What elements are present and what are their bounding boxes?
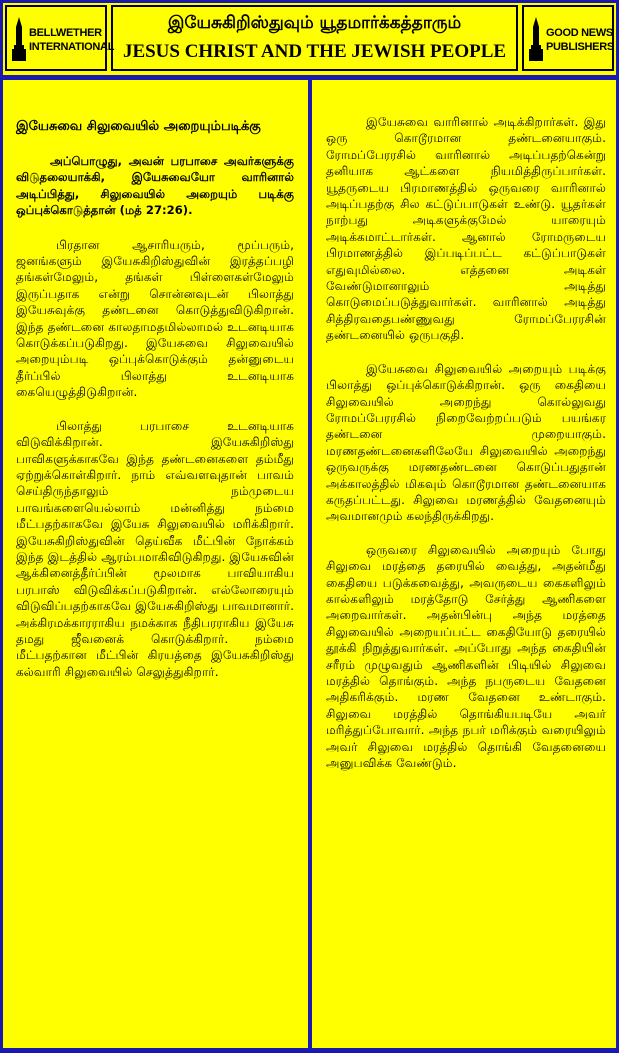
left-paragraph-2: பிலாத்து பரபாசை உடனடியாக விடுவிக்கிறான். இயேசுகிறிஸ்து பாவிகளுக்காகவே இந்த தண்டனைகளை தம்மீது ஏற்றுக்கொள்கிறார். நாம் எவ்வளவுதான் பாவம் செய்திருந்தாலும் நம்முடைய பாவங்களையெல்லாம் மன்னித்து நம்மை மீட்பதற்காகவே இயேசு சிலுவையில் மரிக்கிறார். இயேசுகிறிஸ்துவின் தெய்வீக மீட்பின் நோக்கம் இந்த இடத்தில் ஆரம்பமாகிவிடுகிறது. இயேசுவின் ஆக்கினைத்தீர்ப்பின் மூலமாக பாவியாகிய பரபாஸ் விடுவிக்கப்படுகிறான். எல்லோரையும் விடுவிப்பதற்காகவே இயேசுகிறிஸ்து பாவமானார். அக்கிரமக்காரராகிய நமக்காக நீதிபரராகிய இயேசு தமது ஜீவனைக் கொடுக்கிறார். நம்மை மீட்பதற்கான மீட்பின் கிரயத்தை இயேசுகிறிஸ்து கல்வாரி சிலுவையில் செலுத்துகிறார். bbox=[16, 418, 294, 679]
bell-tower-icon bbox=[11, 17, 27, 61]
page-title-english: JESUS CHRIST AND THE JEWISH PEOPLE bbox=[122, 41, 507, 62]
right-column bbox=[312, 80, 616, 1048]
bible-verse: அப்பொழுது, அவன் பரபாசை அவர்களுக்கு விடுதலையாக்கி, இயேசுவையோ வாரினால் அடிப்பித்து, சிலுவையில் அறையும் படிக்கு ஒப்புக்கொடுத்தான் (மத் 27:26). bbox=[16, 154, 294, 218]
publisher-logo-right bbox=[522, 5, 614, 71]
logo-right-line1: GOOD NEWS bbox=[546, 27, 613, 39]
left-column bbox=[3, 80, 308, 1048]
right-paragraph-2: இயேசுவை சிலுவையில் அறையும் படிக்கு பிலாத்து ஒப்புக்கொடுக்கிறான். ஒரு கைதியை சிலுவையில் அறைந்து கொல்லுவது ரோமப்பேரரசில் நிறைவேற்றப்படும் பயங்கர தண்டனை முறையாகும். மரணதண்டனைகளிலேயே சிலுவையில் அறைந்து ஒருவருக்கு மரணதண்டனை கொடுப்பதுதான் அக்காலத்தில் மிகவும் கொடூரமான தண்டனையாக கருதப்பட்டது. சிலுவை மரணத்தில் வேதனையும் அவமானமும் கலந்திருக்கிறது. bbox=[326, 361, 606, 524]
title-box bbox=[111, 5, 518, 71]
bell-tower-icon bbox=[528, 17, 544, 61]
header-banner bbox=[3, 3, 616, 75]
logo-left-line2: INTERNATIONAL bbox=[29, 41, 115, 53]
logo-left-line1: BELLWETHER bbox=[29, 27, 102, 39]
logo-text-right bbox=[546, 26, 614, 54]
left-paragraph-1: பிரதான ஆசாரியரும், மூப்பரும், ஜனங்களும் இயேசுகிறிஸ்துவின் இரத்தப்பழி தங்கள்மேலும், தங்கள் பிள்ளைகள்மேலும் இருப்பதாக என்று சொன்னவுடன் பிலாத்து இயேசுவுக்கு தண்டனை கொடுத்துவிடுகிறான். இந்த தண்டனை காலதாமதமில்லாமல் உடனடியாக கொடுக்கப்படுகிறது. இயேசுவை சிலுவையில் அறையும்படி ஒப்புக்கொடுக்கும் தன்னுடைய தீர்ப்பில் பிலாத்து உடனடியாக கையெழுத்திடுகிறான். bbox=[16, 237, 294, 400]
right-paragraph-1: இயேசுவை வாரினால் அடிக்கிறார்கள். இது ஒரு கொடூரமான தண்டனையாகும். ரோமப்பேரரசில் வாரினால் அடிப்பதற்கென்று தனியாக ஆட்களை நியமித்திருப்பார்கள். யூதருடைய பிரமாணத்தில் ஒருவரை வாரினால் அடிப்பதற்கு சில கட்டுப்பாடுகள் உண்டு. யூதர்கள் நாற்பது அடிகளுக்குமேல் யாரையும் அடிக்கமாட்டார்கள். ஆனால் ரோமருடைய பிரமாணத்தில் இப்படிப்பட்ட கட்டுப்பாடுகள் எதுவுமில்லை. எத்தனை அடிகள் வேண்டுமானாலும் அடித்து கொடுமைப்படுத்துவார்கள். வாரினால் அடித்து சித்திரவதைபண்ணுவது ரோமப்பேரரசின் தண்டனையில் ஒருபகுதி. bbox=[326, 115, 606, 343]
section-heading: இயேசுவை சிலுவையில் அறையும்படிக்கு bbox=[16, 119, 261, 134]
logo-text-left bbox=[29, 26, 114, 54]
page-title-tamil: இயேசுகிறிஸ்துவும் யூதமார்க்கத்தாரும் bbox=[167, 13, 462, 33]
logo-right-line2: PUBLISHERS bbox=[546, 41, 614, 53]
right-paragraph-3: ஒருவரை சிலுவையில் அறையும் போது சிலுவை மரத்தை தரையில் வைத்து, அதன்மீது கைதியை படுக்கவைத்து, அவருடைய கைகளிலும் கால்களிலும் மரத்தோடு சேர்த்து ஆணிகளை அறைவார்கள். அதன்பின்பு அந்த மரத்தை சிலுவையில் அறையப்பட்ட கைதியோடு தரையில் தூக்கி நிறுத்துவார்கள். அப்போது அந்த கைதியின் சரீரம் முழுவதும் ஆணிகளின் பிடியில் சிலுவை மரத்தில் தொங்கும். அந்த நபருடைய வேதனை அதிகரிக்கும். மரண வேதனை உண்டாகும். சிலுவை மரத்தில் தொங்கியபடியே அவர் மரித்துப்போவார். அந்த நபர் மரிக்கும் வரையிலும் அவர் சிலுவை மரத்தில் தொங்கி வேதனையை அனுபவிக்க வேண்டும். bbox=[326, 542, 606, 771]
publisher-logo-left bbox=[5, 5, 115, 71]
